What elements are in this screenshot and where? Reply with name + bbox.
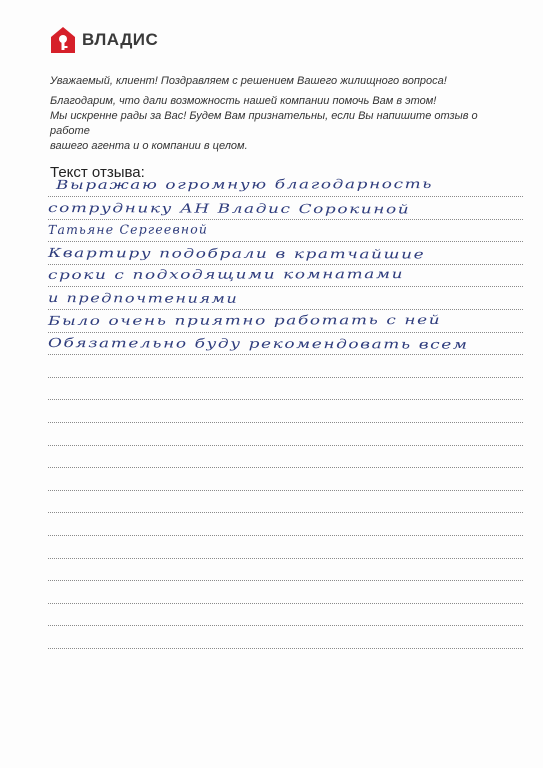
review-heading: Текст отзыва: (50, 164, 145, 181)
handwritten-review-line: Татьяне Сергеевной (47, 221, 209, 238)
ruled-line (48, 264, 523, 265)
ruled-writing-area (48, 0, 523, 768)
ruled-line (48, 377, 523, 378)
ruled-line (48, 399, 523, 400)
handwritten-review-line: сотруднику АН Владис Сорокиной (48, 199, 411, 216)
ruled-line (48, 648, 523, 649)
ruled-line (48, 309, 523, 310)
intro-line-1: Благодарим, что дали возможность нашей компании помочь Вам в этом! (50, 95, 437, 107)
intro-line-3: вашего агента и о компании в целом. (50, 140, 248, 152)
handwritten-review-line: Было очень приятно работать с ней (47, 311, 442, 328)
ruled-line (48, 535, 523, 536)
handwritten-review-line: и предпочтениями (48, 290, 239, 306)
ruled-line (48, 445, 523, 446)
ruled-line (48, 219, 523, 220)
ruled-line (48, 490, 523, 491)
ruled-line (48, 196, 523, 197)
ruled-line (48, 603, 523, 604)
handwritten-review-line: сроки с подходящими комнатами (47, 266, 405, 283)
ruled-line (48, 241, 523, 242)
ruled-line (48, 512, 523, 513)
greeting-text: Уважаемый, клиент! Поздравляем с решением Вашего жилищного вопроса! (50, 75, 447, 87)
ruled-line (48, 286, 523, 287)
ruled-line (48, 467, 523, 468)
handwritten-review-line: Квартиру подобрали в кратчайшие (48, 244, 426, 262)
intro-line-2: Мы искренне рады за Вас! Будем Вам признательны, если Вы напишите отзыв о работе (50, 110, 478, 137)
handwritten-review-line: Выражаю огромную благодарность (55, 176, 434, 192)
ruled-line (48, 354, 523, 355)
ruled-line (48, 422, 523, 423)
ruled-line (48, 625, 523, 626)
brand-name: ВЛАДИС (82, 30, 159, 49)
handwritten-review-line: Обязательно буду рекомендовать всем (48, 335, 469, 352)
ruled-line (48, 580, 523, 581)
ruled-line (48, 558, 523, 559)
ruled-line (48, 332, 523, 333)
